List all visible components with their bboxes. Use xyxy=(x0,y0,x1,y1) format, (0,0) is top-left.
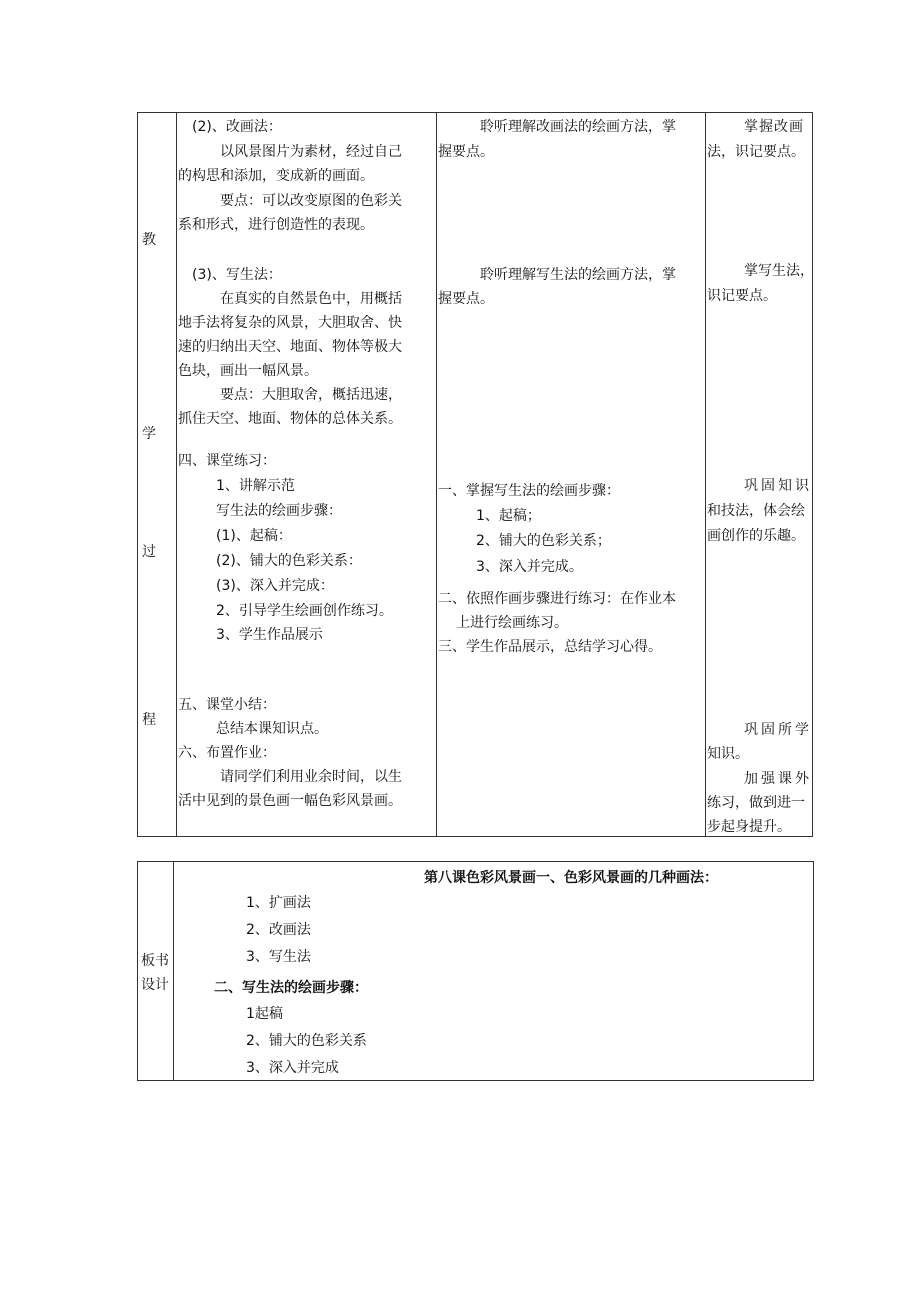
text-line: 加强课外 xyxy=(744,771,812,787)
side-label-char: 教 xyxy=(142,232,156,248)
text-line: 二、依照作画步骤进行练习：在作业本 xyxy=(438,591,676,607)
lesson-process-table xyxy=(137,112,813,837)
text-line: 握要点。 xyxy=(438,291,494,307)
text-line: 的构思和添加，变成新的画面。 xyxy=(178,168,374,184)
text-line: 速的归纳出天空、地面、物体等极大 xyxy=(178,339,402,355)
text-line: 知识。 xyxy=(707,746,749,762)
text-line: (3)、写生法： xyxy=(192,267,282,283)
column-divider xyxy=(705,113,706,836)
text-line: 3、学生作品展示 xyxy=(216,627,323,643)
board-step: 2、铺大的色彩关系 xyxy=(246,1033,367,1049)
text-line: 一、掌握写生法的绘画步骤： xyxy=(438,483,620,499)
board-method: 3、写生法 xyxy=(246,949,311,965)
side-label-char: 过 xyxy=(142,544,156,560)
board-title: 第八课色彩风景画一、色彩风景画的几种画法： xyxy=(424,870,718,886)
text-line: 色块，画出一幅风景。 xyxy=(178,363,318,379)
text-line: 1、讲解示范 xyxy=(216,478,295,494)
board-label: 板书 xyxy=(141,953,169,969)
board-step: 3、深入并完成 xyxy=(246,1060,339,1076)
text-line: 总结本课知识点。 xyxy=(216,721,328,737)
text-line: 掌写生法， xyxy=(744,263,814,279)
text-line: 握要点。 xyxy=(438,144,494,160)
text-line: 要点：大胆取舍，概括迅速， xyxy=(220,387,402,403)
text-line: 四、课堂练习： xyxy=(178,453,276,469)
text-line: 掌握改画 xyxy=(744,119,804,135)
text-line: (2)、铺大的色彩关系： xyxy=(216,553,362,569)
text-line: 六、布置作业： xyxy=(178,745,276,761)
board-step: 1起稿 xyxy=(246,1006,283,1022)
text-line: 活中见到的景色画一幅色彩风景画。 xyxy=(178,793,402,809)
text-line: 练习，做到进一 xyxy=(707,795,805,811)
side-label-char: 学 xyxy=(142,426,156,442)
text-line: 法，识记要点。 xyxy=(707,144,805,160)
column-divider xyxy=(436,113,437,836)
text-line: (2)、改画法： xyxy=(192,119,282,135)
text-line: 1、起稿； xyxy=(476,508,541,524)
text-line: 三、学生作品展示，总结学习心得。 xyxy=(438,639,662,655)
text-line: 画创作的乐趣。 xyxy=(707,528,805,544)
board-design-table xyxy=(137,861,814,1081)
text-line: 识记要点。 xyxy=(707,288,777,304)
text-line: 要点：可以改变原图的色彩关 xyxy=(220,193,402,209)
text-line: 抓住天空、地面、物体的总体关系。 xyxy=(178,411,402,427)
text-line: (1)、起稿： xyxy=(216,528,292,544)
text-line: 以风景图片为素材，经过自己 xyxy=(220,144,402,160)
text-line: 巩固知识 xyxy=(744,478,812,494)
text-line: 请同学们利用业余时间，以生 xyxy=(220,769,402,785)
text-line: (3)、深入并完成： xyxy=(216,578,334,594)
board-label: 设计 xyxy=(141,977,169,993)
text-line: 聆听理解改画法的绘画方法，掌 xyxy=(480,119,676,135)
column-divider xyxy=(176,113,177,836)
text-line: 五、课堂小结： xyxy=(178,697,276,713)
text-line: 系和形式，进行创造性的表现。 xyxy=(178,217,374,233)
column-divider xyxy=(173,862,174,1080)
text-line: 和技法，体会绘 xyxy=(707,503,805,519)
text-line: 上进行绘画练习。 xyxy=(456,615,568,631)
text-line: 写生法的绘画步骤： xyxy=(216,503,342,519)
text-line: 地手法将复杂的风景，大胆取舍、快 xyxy=(178,315,402,331)
text-line: 在真实的自然景色中，用概括 xyxy=(220,291,402,307)
text-line: 3、深入并完成。 xyxy=(476,559,583,575)
board-steps-heading: 二、写生法的绘画步骤： xyxy=(214,980,368,996)
board-method: 2、改画法 xyxy=(246,922,311,938)
text-line: 聆听理解写生法的绘画方法，掌 xyxy=(480,267,676,283)
text-line: 步起身提升。 xyxy=(707,819,791,835)
text-line: 2、引导学生绘画创作练习。 xyxy=(216,603,393,619)
board-method: 1、扩画法 xyxy=(246,895,311,911)
side-label-char: 程 xyxy=(142,712,156,728)
text-line: 2、铺大的色彩关系； xyxy=(476,533,611,549)
text-line: 巩固所学 xyxy=(744,722,812,738)
